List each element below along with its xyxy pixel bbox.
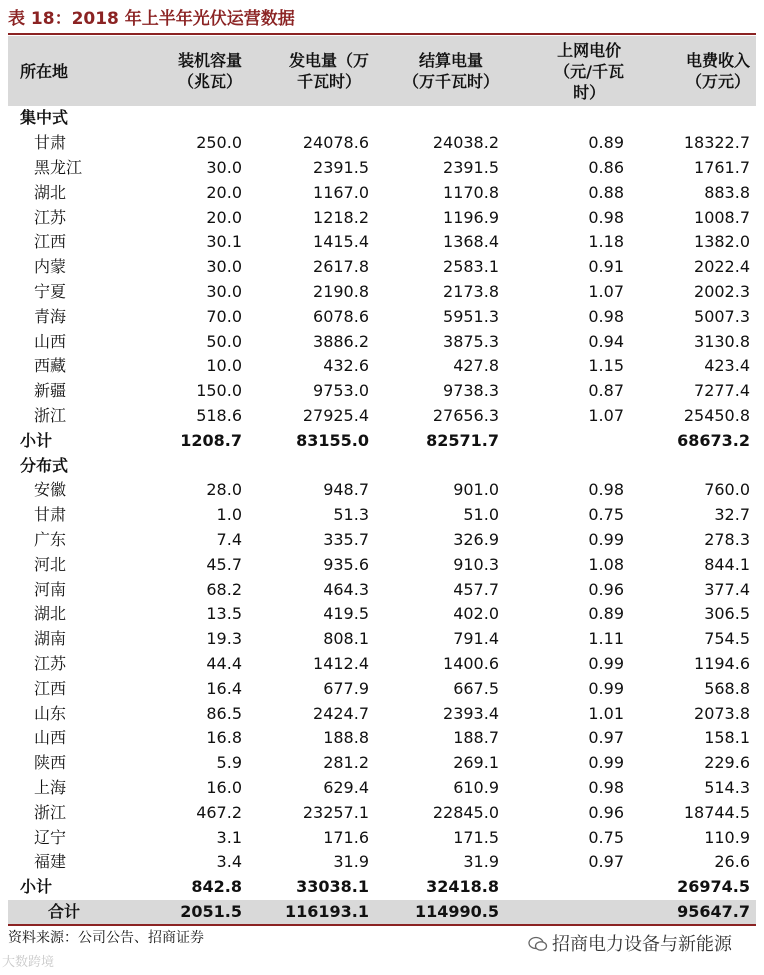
cell-revenue [630, 106, 756, 131]
cell-location: 湖北 [34, 182, 67, 202]
cell-capacity: 68.2 [206, 579, 242, 599]
table-row [8, 552, 756, 577]
cell-settled: 9738.3 [443, 381, 499, 401]
cell-settled: 2583.1 [443, 257, 499, 277]
cell-tariff: 0.96 [588, 802, 624, 822]
cell-location: 小计 [20, 877, 53, 897]
cell-revenue: 423.4 [704, 356, 750, 376]
watermark [528, 934, 732, 956]
source-note: 资料来源：公司公告、招商证券 [8, 930, 204, 946]
cell-generation: 171.6 [323, 827, 369, 847]
cell-revenue: 2002.3 [694, 281, 750, 301]
cell-revenue: 1761.7 [694, 157, 750, 177]
cell-settled: 791.4 [453, 629, 499, 649]
cell-settled: 610.9 [453, 777, 499, 797]
cell-generation: 83155.0 [296, 430, 369, 450]
cell-capacity: 1208.7 [180, 430, 242, 450]
section-row [8, 106, 756, 131]
table-row [8, 825, 756, 850]
cell-generation: 335.7 [323, 529, 369, 549]
cell-revenue: 514.3 [704, 777, 750, 797]
cell-location: 江苏 [34, 207, 67, 227]
cell-location: 黑龙江 [34, 157, 83, 177]
cell-settled: 114990.5 [375, 900, 505, 926]
table-row [8, 652, 756, 677]
cell-capacity: 1.0 [216, 505, 242, 525]
cell-generation: 1218.2 [313, 207, 369, 227]
cell-revenue: 754.5 [704, 629, 750, 649]
cell-capacity: 16.0 [206, 777, 242, 797]
cell-capacity: 45.7 [206, 554, 242, 574]
cell-generation [248, 453, 375, 478]
cell-location: 集中式 [20, 108, 69, 128]
cell-settled: 188.7 [453, 728, 499, 748]
cell-generation: 1167.0 [313, 182, 369, 202]
cell-generation: 1415.4 [313, 232, 369, 252]
cell-revenue: 18322.7 [683, 133, 750, 153]
cell-capacity: 16.8 [206, 728, 242, 748]
cell-tariff: 0.87 [588, 381, 624, 401]
cell-tariff: 0.98 [588, 207, 624, 227]
cell-generation: 188.8 [323, 728, 369, 748]
cell-settled: 3875.3 [443, 331, 499, 351]
cell-location: 辽宁 [34, 827, 67, 847]
cell-tariff [505, 428, 630, 453]
cell-location: 福建 [34, 852, 67, 872]
cell-tariff [505, 875, 630, 900]
cell-location: 合计 [8, 900, 126, 926]
table-row [8, 180, 756, 205]
cell-revenue: 1382.0 [694, 232, 750, 252]
cell-generation: 432.6 [323, 356, 369, 376]
cell-capacity: 150.0 [196, 381, 242, 401]
table-row [8, 404, 756, 429]
cell-revenue: 229.6 [704, 753, 750, 773]
cell-generation: 948.7 [323, 480, 369, 500]
cell-capacity: 5.9 [216, 753, 242, 773]
cell-location: 青海 [34, 306, 67, 326]
cell-location: 山东 [34, 703, 67, 723]
cell-tariff: 1.07 [588, 405, 624, 425]
table-row [8, 726, 756, 751]
cell-capacity: 30.0 [206, 281, 242, 301]
cell-revenue: 18744.5 [683, 802, 750, 822]
cell-tariff [505, 900, 630, 926]
subtotal-row [8, 875, 756, 900]
bottom-watermark-text: 大数跨境 [2, 955, 55, 970]
bottom-watermark [2, 954, 54, 972]
cell-capacity: 842.8 [191, 877, 242, 897]
cell-capacity: 10.0 [206, 356, 242, 376]
header-tariff: 上网电价 （元/千瓦 时） [505, 36, 630, 106]
cell-location: 宁夏 [34, 281, 67, 301]
cell-revenue: 883.8 [704, 182, 750, 202]
cell-location: 西藏 [34, 356, 67, 376]
cell-capacity: 28.0 [206, 480, 242, 500]
cell-settled: 1400.6 [443, 653, 499, 673]
cell-tariff: 0.89 [588, 604, 624, 624]
cell-generation: 2391.5 [313, 157, 369, 177]
cell-revenue: 26974.5 [677, 877, 750, 897]
cell-revenue: 306.5 [704, 604, 750, 624]
cell-generation: 31.9 [333, 852, 369, 872]
cell-generation: 6078.6 [313, 306, 369, 326]
cell-tariff: 0.99 [588, 753, 624, 773]
cell-capacity: 3.1 [216, 827, 242, 847]
cell-tariff: 1.15 [588, 356, 624, 376]
cell-capacity: 467.2 [196, 802, 242, 822]
table-body [8, 106, 756, 925]
table-row [8, 205, 756, 230]
cell-capacity: 13.5 [206, 604, 242, 624]
cell-capacity: 70.0 [206, 306, 242, 326]
cell-tariff: 0.75 [588, 505, 624, 525]
table-row [8, 751, 756, 776]
table-row [8, 701, 756, 726]
cell-location: 江西 [34, 678, 67, 698]
cell-revenue: 158.1 [704, 728, 750, 748]
cell-settled: 667.5 [453, 678, 499, 698]
header-revenue: 电费收入 （万元） [630, 36, 756, 106]
cell-location: 甘肃 [34, 133, 67, 153]
table-row [8, 850, 756, 875]
cell-settled: 24038.2 [432, 133, 499, 153]
cell-tariff: 0.96 [588, 579, 624, 599]
cell-revenue: 568.8 [704, 678, 750, 698]
table-row [8, 329, 756, 354]
cell-tariff: 0.98 [588, 777, 624, 797]
cell-generation: 24078.6 [302, 133, 369, 153]
cell-capacity: 7.4 [216, 529, 242, 549]
cell-generation: 808.1 [323, 629, 369, 649]
cell-revenue: 32.7 [714, 505, 750, 525]
cell-capacity: 19.3 [206, 629, 242, 649]
cell-revenue: 760.0 [704, 480, 750, 500]
cell-generation: 116193.1 [248, 900, 375, 926]
cell-revenue: 844.1 [704, 554, 750, 574]
cell-capacity: 2051.5 [126, 900, 248, 926]
cell-capacity: 20.0 [206, 182, 242, 202]
cell-generation: 33038.1 [296, 877, 369, 897]
cell-generation [248, 106, 375, 131]
cell-location: 浙江 [34, 802, 67, 822]
cell-revenue: 7277.4 [694, 381, 750, 401]
cell-location: 上海 [34, 777, 67, 797]
cell-location: 浙江 [34, 405, 67, 425]
cell-capacity: 250.0 [196, 133, 242, 153]
cell-generation: 27925.4 [302, 405, 369, 425]
cell-capacity: 30.1 [206, 232, 242, 252]
cell-settled: 402.0 [453, 604, 499, 624]
cell-settled: 1170.8 [443, 182, 499, 202]
cell-tariff: 0.89 [588, 133, 624, 153]
cell-generation: 2424.7 [313, 703, 369, 723]
cell-capacity: 30.0 [206, 257, 242, 277]
cell-location: 分布式 [20, 455, 69, 475]
cell-tariff: 0.98 [588, 480, 624, 500]
cell-generation: 281.2 [323, 753, 369, 773]
cell-location: 广东 [34, 529, 67, 549]
cell-capacity: 86.5 [206, 703, 242, 723]
cell-revenue: 2073.8 [694, 703, 750, 723]
cell-location: 甘肃 [34, 505, 67, 525]
cell-settled: 27656.3 [432, 405, 499, 425]
subtotal-row [8, 428, 756, 453]
table-row [8, 379, 756, 404]
cell-capacity: 30.0 [206, 157, 242, 177]
cell-location: 江西 [34, 232, 67, 252]
cell-capacity: 3.4 [216, 852, 242, 872]
cell-revenue: 1194.6 [694, 653, 750, 673]
cell-tariff: 1.11 [588, 629, 624, 649]
wechat-icon [528, 936, 548, 952]
cell-capacity [126, 453, 248, 478]
cell-tariff: 1.07 [588, 281, 624, 301]
cell-capacity: 20.0 [206, 207, 242, 227]
cell-revenue: 110.9 [704, 827, 750, 847]
cell-revenue: 68673.2 [677, 430, 750, 450]
cell-revenue: 25450.8 [683, 405, 750, 425]
table-row [8, 280, 756, 305]
cell-tariff: 1.01 [588, 703, 624, 723]
cell-settled [375, 453, 505, 478]
cell-settled: 2173.8 [443, 281, 499, 301]
cell-tariff: 0.94 [588, 331, 624, 351]
cell-capacity: 518.6 [196, 405, 242, 425]
cell-revenue: 377.4 [704, 579, 750, 599]
data-table [8, 36, 756, 926]
cell-settled: 31.9 [463, 852, 499, 872]
cell-settled: 457.7 [453, 579, 499, 599]
header-capacity: 装机容量 （兆瓦） [126, 36, 248, 106]
cell-tariff: 0.97 [588, 728, 624, 748]
cell-tariff: 0.98 [588, 306, 624, 326]
cell-generation: 629.4 [323, 777, 369, 797]
cell-tariff: 0.99 [588, 678, 624, 698]
cell-settled: 5951.3 [443, 306, 499, 326]
cell-tariff [505, 106, 630, 131]
cell-settled: 32418.8 [426, 877, 499, 897]
cell-generation: 1412.4 [313, 653, 369, 673]
table-row [8, 131, 756, 156]
cell-location: 江苏 [34, 653, 67, 673]
cell-tariff: 0.88 [588, 182, 624, 202]
header-generation: 发电量（万 千瓦时） [248, 36, 375, 106]
cell-generation: 464.3 [323, 579, 369, 599]
cell-settled: 269.1 [453, 753, 499, 773]
cell-settled [375, 106, 505, 131]
cell-location: 内蒙 [34, 257, 67, 277]
cell-settled: 1368.4 [443, 232, 499, 252]
table-row [8, 528, 756, 553]
header-location: 所在地 [8, 36, 126, 106]
cell-generation: 9753.0 [313, 381, 369, 401]
cell-location: 安徽 [34, 480, 67, 500]
cell-capacity [126, 106, 248, 131]
cell-tariff: 0.86 [588, 157, 624, 177]
cell-revenue: 5007.3 [694, 306, 750, 326]
table-row [8, 577, 756, 602]
table-header [8, 36, 756, 106]
title-rule [8, 33, 756, 35]
cell-tariff: 1.08 [588, 554, 624, 574]
header-settled: 结算电量 （万千瓦时） [375, 36, 505, 106]
cell-tariff: 0.99 [588, 653, 624, 673]
cell-generation: 51.3 [333, 505, 369, 525]
cell-tariff: 0.99 [588, 529, 624, 549]
cell-settled: 901.0 [453, 480, 499, 500]
cell-location: 小计 [20, 430, 53, 450]
cell-location: 山西 [34, 331, 67, 351]
cell-settled: 1196.9 [443, 207, 499, 227]
cell-settled: 22845.0 [432, 802, 499, 822]
cell-settled: 910.3 [453, 554, 499, 574]
cell-generation: 3886.2 [313, 331, 369, 351]
cell-tariff: 0.91 [588, 257, 624, 277]
cell-tariff: 1.18 [588, 232, 624, 252]
table-row [8, 478, 756, 503]
table-row [8, 503, 756, 528]
cell-location: 山西 [34, 728, 67, 748]
cell-settled: 82571.7 [426, 430, 499, 450]
cell-generation: 2617.8 [313, 257, 369, 277]
cell-generation: 677.9 [323, 678, 369, 698]
cell-revenue: 26.6 [714, 852, 750, 872]
table-row [8, 676, 756, 701]
cell-tariff: 0.75 [588, 827, 624, 847]
cell-tariff [505, 453, 630, 478]
cell-location: 陕西 [34, 753, 67, 773]
table-row [8, 627, 756, 652]
table-row [8, 156, 756, 181]
cell-location: 湖南 [34, 629, 67, 649]
cell-settled: 2393.4 [443, 703, 499, 723]
table-title: 表 18：2018 年上半年光伏运营数据 [8, 9, 295, 29]
table-row [8, 230, 756, 255]
cell-settled: 427.8 [453, 356, 499, 376]
table-row [8, 304, 756, 329]
cell-revenue: 3130.8 [694, 331, 750, 351]
watermark-text: 招商电力设备与新能源 [552, 934, 732, 955]
header-row [8, 36, 756, 106]
cell-revenue: 278.3 [704, 529, 750, 549]
cell-location: 湖北 [34, 604, 67, 624]
cell-generation: 23257.1 [302, 802, 369, 822]
cell-tariff: 0.97 [588, 852, 624, 872]
cell-settled: 2391.5 [443, 157, 499, 177]
table-row [8, 255, 756, 280]
cell-capacity: 16.4 [206, 678, 242, 698]
table-row [8, 354, 756, 379]
cell-capacity: 50.0 [206, 331, 242, 351]
cell-capacity: 44.4 [206, 653, 242, 673]
table-row [8, 800, 756, 825]
cell-location: 河南 [34, 579, 67, 599]
table-row [8, 776, 756, 801]
cell-generation: 419.5 [323, 604, 369, 624]
cell-generation: 935.6 [323, 554, 369, 574]
cell-location: 新疆 [34, 381, 67, 401]
section-row [8, 453, 756, 478]
cell-location: 河北 [34, 554, 67, 574]
table-row [8, 602, 756, 627]
cell-revenue: 2022.4 [694, 257, 750, 277]
cell-revenue: 95647.7 [630, 900, 756, 926]
cell-settled: 51.0 [463, 505, 499, 525]
total-row [8, 900, 756, 926]
cell-generation: 2190.8 [313, 281, 369, 301]
cell-revenue [630, 453, 756, 478]
cell-settled: 326.9 [453, 529, 499, 549]
cell-revenue: 1008.7 [694, 207, 750, 227]
cell-settled: 171.5 [453, 827, 499, 847]
